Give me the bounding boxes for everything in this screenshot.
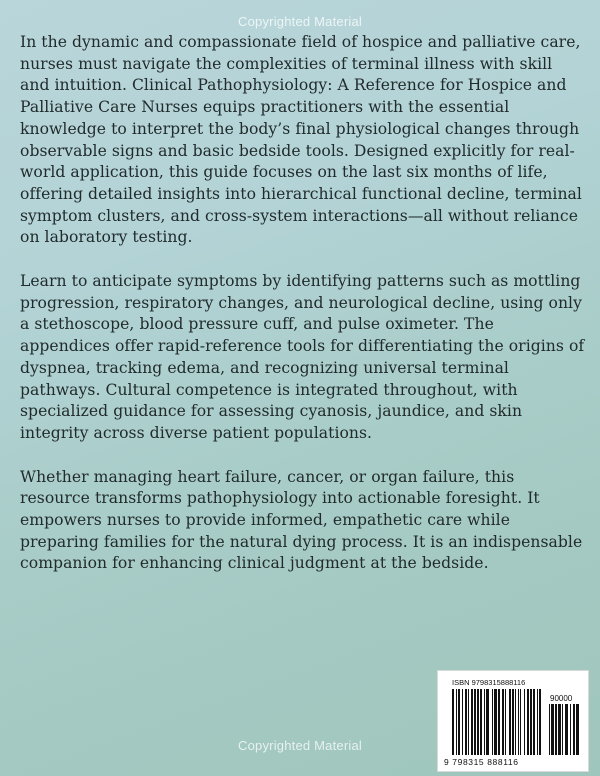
price-code: 90000 bbox=[550, 694, 573, 703]
isbn-barcode bbox=[437, 670, 589, 772]
back-cover-blurb bbox=[20, 32, 586, 597]
barcode-digits: 9 798315 888116 bbox=[444, 757, 519, 767]
blurb-paragraph-1: In the dynamic and compassionate field of hospice and palliative care, nurses must navigate the complexities of terminal illness with skill and intuition. Clinical Pathophysiology: A Reference for Hospice and Palliative Care Nurses equips practitioners with the essential knowledge to interpret the body’s final physiological changes through observable signs and basic bedside tools. Designed explicitly for real-world application, this guide focuses on the last six months of life, offering detailed insights into hierarchical functional decline, terminal symptom clusters, and cross-system interactions—all without reliance on laboratory testing. bbox=[20, 33, 582, 247]
watermark-top: Copyrighted Material bbox=[238, 14, 362, 29]
blurb-paragraph-2: Learn to anticipate symptoms by identifying patterns such as mottling progression, respiratory changes, and neurological decline, using only a stethoscope, blood pressure cuff, and pulse oximeter. The appendices offer rapid-reference tools for differentiating the origins of dyspnea, tracking edema, and recognizing universal terminal pathways. Cultural competence is integrated throughout, with specialized guidance for assessing cyanosis, jaundice, and skin integrity across diverse patient populations. bbox=[20, 272, 585, 442]
blurb-paragraph-3: Whether managing heart failure, cancer, or organ failure, this resource transforms pathophysiology into actionable foresight. It empowers nurses to provide informed, empathetic care while preparing families for the natural dying process. It is an indispensable companion for enhancing clinical judgment at the bedside. bbox=[20, 467, 583, 573]
watermark-bottom: Copyrighted Material bbox=[238, 738, 362, 753]
isbn-label: ISBN 9798315888116 bbox=[452, 678, 526, 687]
